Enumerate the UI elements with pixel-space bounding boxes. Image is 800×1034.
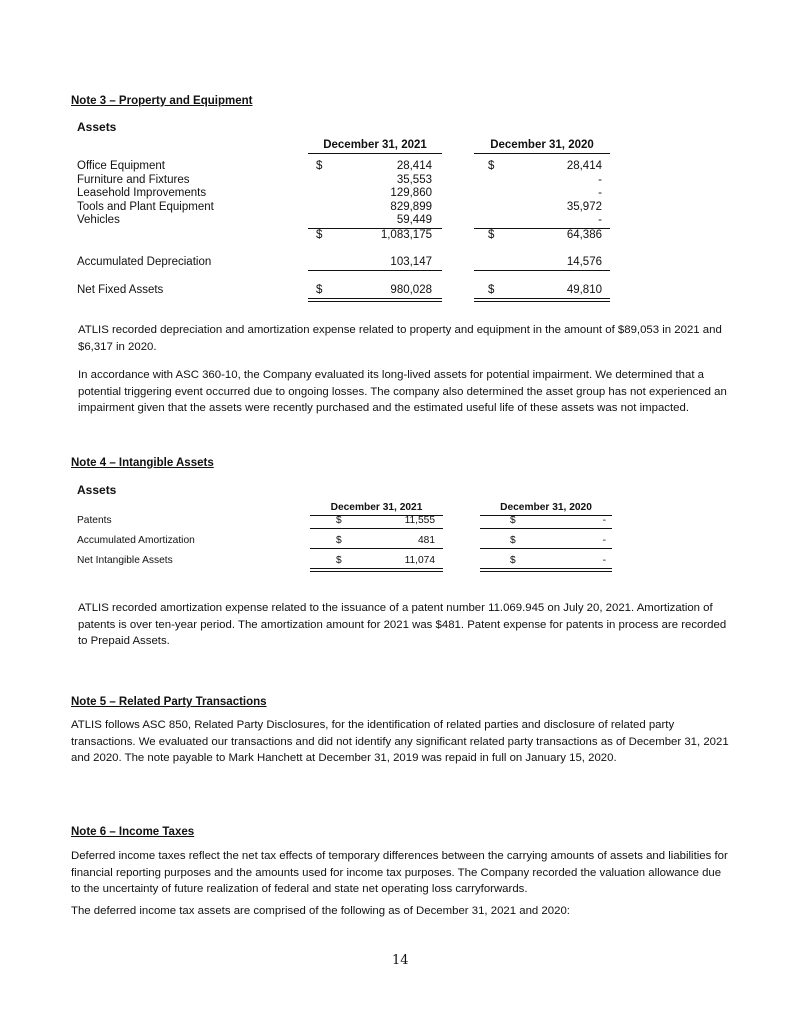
table-cell [316, 201, 436, 215]
dollar-sign: $ [336, 555, 342, 566]
amount: 11,074 [404, 555, 435, 566]
table-cell [316, 174, 436, 188]
divider [480, 548, 612, 549]
note4-col-2020: December 31, 2020 [480, 502, 612, 516]
amount: 28,414 [396, 160, 432, 172]
dollar-sign: $ [510, 555, 516, 566]
dollar-sign: $ [488, 284, 495, 296]
amount: 28,414 [566, 160, 602, 172]
table-row-label: Vehicles [77, 214, 120, 226]
amount: 35,972 [566, 200, 602, 213]
table-row-label: Leasehold Improvements [77, 187, 207, 199]
dollar-sign: $ [316, 160, 323, 172]
dollar-sign: $ [336, 535, 342, 546]
note4-assets-label: Assets [77, 483, 117, 497]
divider [480, 528, 612, 529]
table-cell [316, 284, 436, 298]
table-row-label: Net Fixed Assets [77, 284, 164, 296]
divider [310, 548, 443, 549]
note6-title: Note 6 – Income Taxes [71, 826, 195, 838]
note3-title: Note 3 – Property and Equipment [71, 95, 253, 107]
note3-col-2021: December 31, 2021 [308, 139, 442, 154]
amount: 35,553 [396, 173, 432, 186]
table-cell [510, 555, 610, 568]
amount: 129,860 [390, 187, 432, 199]
table-cell [316, 187, 436, 201]
subtotal-2021 [316, 229, 436, 243]
note4-paragraph: ATLIS recorded amortization expense related to the issuance of a patent number 11.069.945 on July 20, 2021. Amortization of patents is over ten-year period. The amortization amount for 2021 was $481. Patent expense for patents in process are recorded to Prepaid Assets. [78, 602, 727, 647]
table-cell [488, 201, 606, 215]
amount: 64,386 [566, 229, 602, 241]
amount: - [602, 515, 606, 526]
amount: 481 [418, 535, 435, 546]
divider [308, 270, 442, 271]
table-cell [316, 160, 436, 174]
note5-paragraph: ATLIS follows ASC 850, Related Party Disclosures, for the identification of related parties and disclosure of related party transactions. We evaluated our transactions and did not identify any significant related party transactions as of December 31, 2021 and 2020. The note payable to Mark Hanchett at December 31, 2019 was repaid in full on January 15, 2020. [71, 719, 729, 764]
note3-paragraph-2: In accordance with ASC 360-10, the Company evaluated its long-lived assets for potential impairment. We determined that a potential triggering event occurred due to ongoing losses. The company also determined the asset group has not experienced an impairment given that the assets were recently purchased and the estimated useful life of these assets was not impacted. [78, 369, 727, 414]
table-cell [336, 515, 439, 528]
amount: 103,147 [390, 256, 432, 268]
amount: 14,576 [566, 256, 602, 268]
table-row-label: Tools and Plant Equipment [77, 200, 214, 213]
amount: 11,555 [404, 515, 435, 526]
subtotal-2020 [488, 229, 606, 243]
dollar-sign: $ [316, 284, 323, 296]
table-row-label: Furniture and Fixtures [77, 173, 190, 186]
amount: 829,899 [390, 200, 432, 213]
note6-paragraph-1: Deferred income taxes reflect the net tax effects of temporary differences between the carrying amounts of assets and liabilities for financial reporting purposes and the amounts used for income tax purposes. The Company recorded the valuation allowance due to the uncertainty of future realization of federal and state net operating loss carryforwards. [71, 850, 728, 895]
table-cell [488, 174, 606, 188]
table-cell [510, 535, 610, 548]
double-divider [480, 568, 612, 572]
amount: 59,449 [396, 214, 432, 226]
dollar-sign: $ [336, 515, 342, 526]
note3-col-2020: December 31, 2020 [474, 139, 610, 154]
note3-assets-label: Assets [77, 120, 117, 134]
divider [310, 528, 443, 529]
amount: - [602, 555, 606, 566]
table-cell [488, 160, 606, 174]
page-number: 14 [392, 953, 409, 968]
dollar-sign: $ [510, 535, 516, 546]
table-row-label: Patents [77, 515, 112, 526]
amount: - [602, 535, 606, 546]
amount: - [598, 187, 602, 199]
dollar-sign: $ [316, 229, 323, 241]
table-cell [488, 214, 606, 228]
table-cell [488, 256, 606, 270]
note3-paragraph-1: ATLIS recorded depreciation and amortization expense related to property and equipment in the amount of $89,053 in 2021 and $6,317 in 2020. [78, 324, 722, 353]
double-divider [308, 298, 442, 302]
note4-title: Note 4 – Intangible Assets [71, 457, 214, 469]
dollar-sign: $ [510, 515, 516, 526]
table-cell [510, 515, 610, 528]
table-cell [488, 187, 606, 201]
amount: 1,083,175 [380, 229, 432, 241]
table-cell [316, 256, 436, 270]
amount: 980,028 [390, 284, 432, 296]
double-divider [310, 568, 443, 572]
note4-col-2021: December 31, 2021 [310, 502, 443, 516]
amount: - [598, 214, 602, 226]
amount: - [598, 173, 602, 186]
double-divider [474, 298, 610, 302]
table-cell [488, 284, 606, 298]
table-row-label: Accumulated Amortization [77, 535, 195, 546]
table-cell [316, 214, 436, 228]
note6-paragraph-2: The deferred income tax assets are comprised of the following as of December 31, 2021 and 2020: [71, 905, 570, 917]
table-row-label: Net Intangible Assets [77, 555, 173, 566]
table-row-label: Office Equipment [77, 160, 166, 172]
table-cell [336, 535, 439, 548]
table-cell [336, 555, 439, 568]
divider [474, 270, 610, 271]
dollar-sign: $ [488, 160, 495, 172]
amount: 49,810 [566, 284, 602, 296]
note5-title: Note 5 – Related Party Transactions [71, 696, 267, 708]
dollar-sign: $ [488, 229, 495, 241]
table-row-label: Accumulated Depreciation [77, 256, 212, 268]
